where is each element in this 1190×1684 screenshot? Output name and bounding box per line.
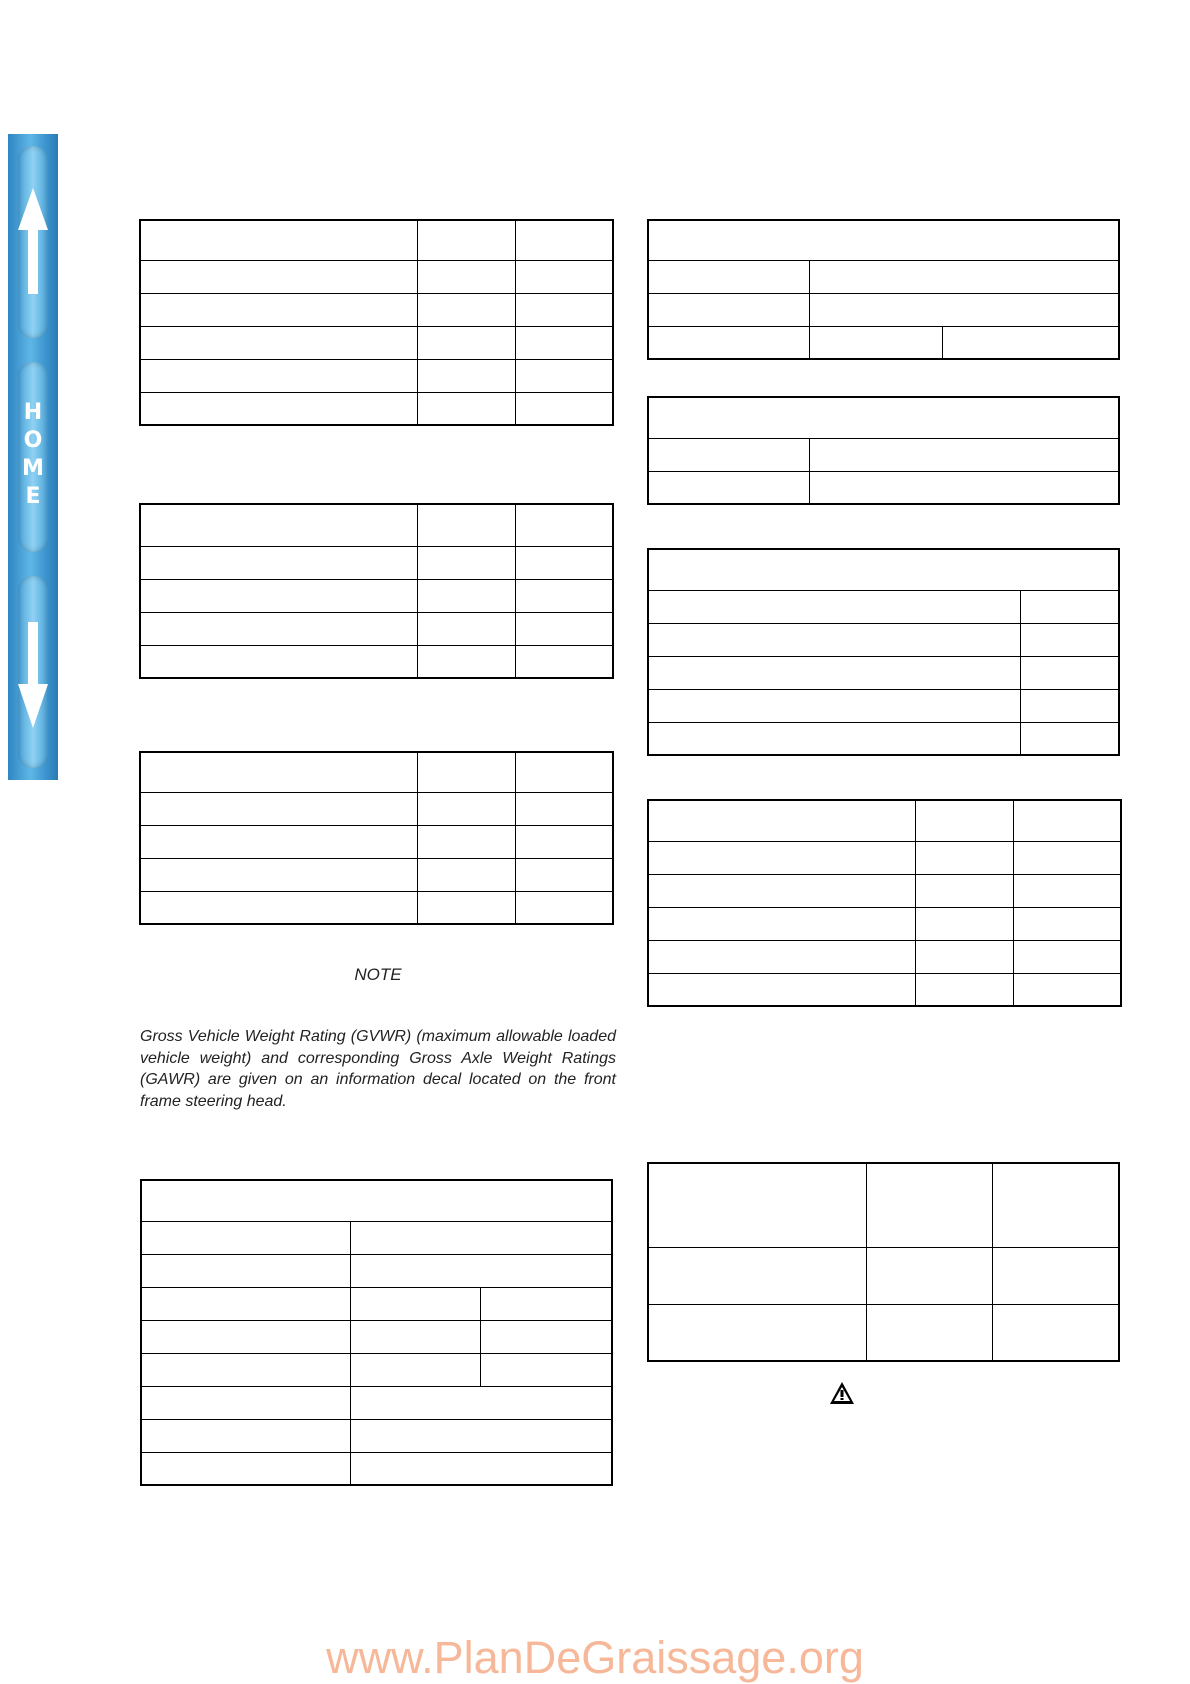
- spec-table-left-3: [139, 751, 614, 925]
- warning-triangle-icon: [829, 1381, 855, 1410]
- spec-table-right-2: [647, 396, 1120, 505]
- spec-table-left-4: [140, 1179, 613, 1486]
- home-letter-m: M: [22, 456, 44, 481]
- footer-watermark-url: www.PlanDeGraissage.org: [326, 1632, 864, 1683]
- spec-table-left-2: [139, 503, 614, 679]
- spec-table-right-3: [647, 548, 1120, 756]
- home-letter-o: O: [23, 428, 43, 453]
- spec-table-right-1: [647, 219, 1120, 360]
- nav-up-button[interactable]: [8, 134, 58, 350]
- arrow-up-icon: [8, 134, 58, 350]
- arrow-down-icon: [8, 564, 58, 780]
- spec-table-left-1: [139, 219, 614, 426]
- note-title: NOTE: [354, 965, 402, 984]
- nav-down-button[interactable]: [8, 564, 58, 780]
- spec-table-right-4: [647, 799, 1122, 1007]
- note-body: Gross Vehicle Weight Rating (GVWR) (maximum allowable loaded vehicle weight) and corresponding Gross Axle Weight Ratings (GAWR) are given on an information decal located on the front frame steering head.: [140, 1028, 616, 1110]
- home-letter-e: E: [25, 484, 41, 509]
- home-letter-h: H: [23, 400, 43, 425]
- nav-home-button[interactable]: [8, 350, 58, 564]
- spec-table-right-5: [647, 1162, 1120, 1362]
